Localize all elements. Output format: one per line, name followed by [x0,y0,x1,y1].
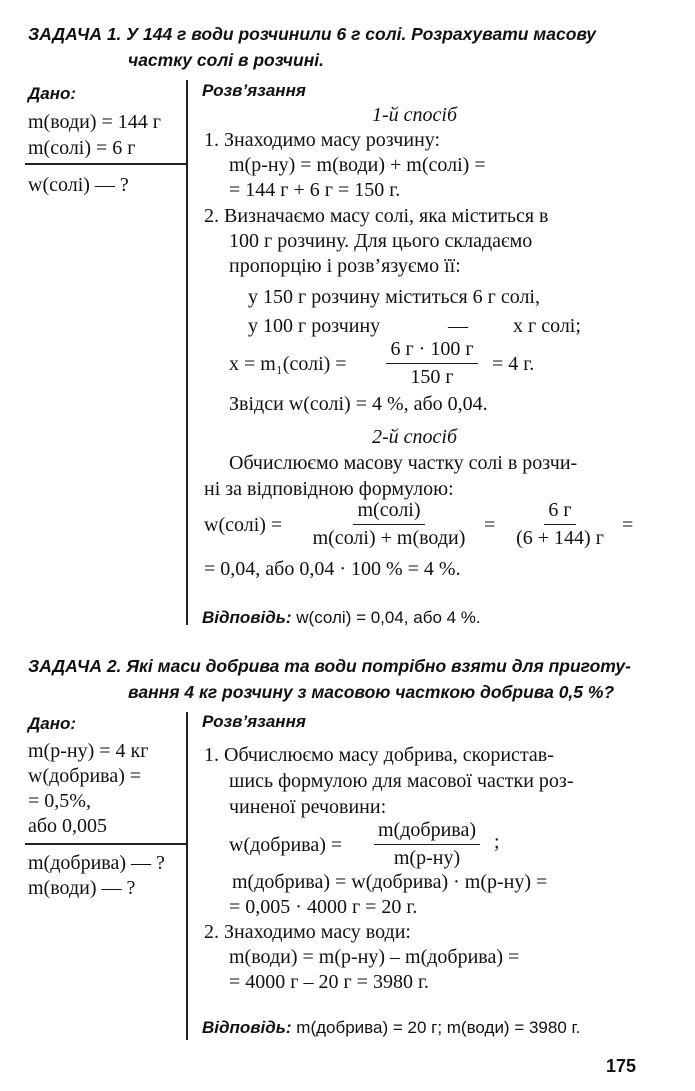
task2-given-fraction-percent: = 0,5%, [28,790,91,812]
task2-vertical-divider [186,712,188,1040]
task1-formula1-fraction [376,338,488,389]
task2-find-water: m(води) — ? [28,877,136,899]
task1-proportion1: у 150 г розчину міститься 6 г солі, [248,286,540,308]
task1-step1: 1. Знаходимо масу розчину: [204,129,441,151]
task1-formula1-numerator: 6 г · 100 г [386,338,477,364]
task1-method2: 2-й спосіб [372,426,458,448]
task2-title-line1: ЗАДАЧА 2. Які маси добрива та води потрібно взяти для приготу- [28,656,631,676]
task1-given-divider [25,163,187,165]
task2-formula1-left: w(добрива) = [229,834,343,856]
task2-title-line2: вання 4 кг розчину з масовою часткою добрива 0,5 %? [128,682,615,702]
task2-find-fertilizer: m(добрива) — ? [28,852,165,874]
task1-formula1-left: x = m₁(солі) = [229,353,347,375]
task1-formula1-denominator: 150 г [410,366,454,388]
task1-formula2-left: w(солі) = [204,514,283,536]
task1-formula1-right: = 4 г. [492,353,535,375]
task1-formula2-fraction2 [504,499,616,550]
task1-formula2-result: = 0,04, або 0,04 · 100 % = 4 %. [204,558,461,580]
task2-formula1-fraction [362,819,492,870]
task2-step2-eq: m(води) = m(р-ну) – m(добрива) = [229,946,520,968]
task2-step2: 2. Знаходимо масу води: [204,921,411,943]
task2-answer-label: Відповідь: [202,1018,292,1037]
task1-given-label: Дано: [28,84,77,103]
task2-given-fraction: w(добрива) = [28,765,142,787]
task1-given-salt: m(солі) = 6 г [28,137,136,159]
task2-step1-cont1: шись формулою для масової частки роз- [229,770,574,792]
task1-title-line1: ЗАДАЧА 1. У 144 г води розчинили 6 г солі. Розрахувати масову [28,24,597,44]
task1-answer [202,608,481,628]
task1-method1: 1-й спосіб [372,104,458,126]
task1-vertical-divider [186,80,188,625]
task2-formula1-denominator: m(р-ну) [393,847,461,869]
task2-step1-cont2: чиненої речовини: [229,796,387,818]
task1-proportion2a: у 100 г розчину [248,315,381,337]
task2-step1-result: = 0,005 · 4000 г = 20 г. [229,896,418,918]
task2-step2-result: = 4000 г – 20 г = 3980 г. [229,971,429,993]
task2-given-divider [25,843,187,845]
task2-answer-text: m(добрива) = 20 г; m(води) = 3980 г. [296,1018,581,1037]
task2-solution-label: Розв’язання [202,712,306,731]
task2-step1: 1. Обчислюємо масу добрива, скористав- [204,744,554,766]
task1-solution-label: Розв’язання [202,81,306,100]
task1-result: Звідси w(солі) = 4 %, або 0,04. [229,393,488,415]
task1-formula2-eq: = [484,514,496,536]
task2-given-label: Дано: [28,714,77,733]
task1-step1-eq: m(р-ну) = m(води) + m(солі) = [229,154,486,176]
task2-given-fraction-decimal: або 0,005 [28,815,108,837]
page-number: 175 [606,1056,637,1076]
task1-title-line2: частку солі в розчині. [128,50,324,70]
task1-step2: 2. Визначаємо масу солі, яка міститься в [204,205,549,227]
task1-method2-line1: Обчислюємо масову частку солі в розчи- [229,452,578,474]
task1-answer-label: Відповідь: [202,608,292,627]
task1-step2-cont1: 100 г розчину. Для цього складаємо [229,230,533,252]
task1-find: w(солі) — ? [28,174,129,196]
task1-formula2-denominator2: (6 + 144) г [516,527,604,549]
task1-proportion2c: x г солі; [513,315,581,337]
task1-proportion2-dash: — [448,315,468,337]
task1-step1-result: = 144 г + 6 г = 150 г. [229,179,401,201]
task1-given-water: m(води) = 144 г [28,111,161,133]
task2-given-solution-mass: m(р-ну) = 4 кг [28,740,149,762]
task2-answer [202,1018,580,1038]
task1-answer-text: w(солі) = 0,04, або 4 %. [296,608,481,627]
task2-formula1-right: ; [494,831,500,853]
task1-method2-line2: ні за відповідною формулою: [204,478,454,500]
task1-formula2-numerator1: m(солі) [353,499,424,525]
task1-formula2-denominator1: m(солі) + m(води) [312,527,466,549]
task1-step2-cont2: пропорцію і розв’язуємо її: [229,255,461,277]
task2-formula1-numerator: m(добрива) [374,819,480,845]
task1-formula2-right: = [622,514,634,536]
task1-formula2-fraction1 [296,499,482,550]
task2-step1-eq: m(добрива) = w(добрива) · m(р-ну) = [232,871,548,893]
task1-formula2-numerator2: 6 г [544,499,575,525]
